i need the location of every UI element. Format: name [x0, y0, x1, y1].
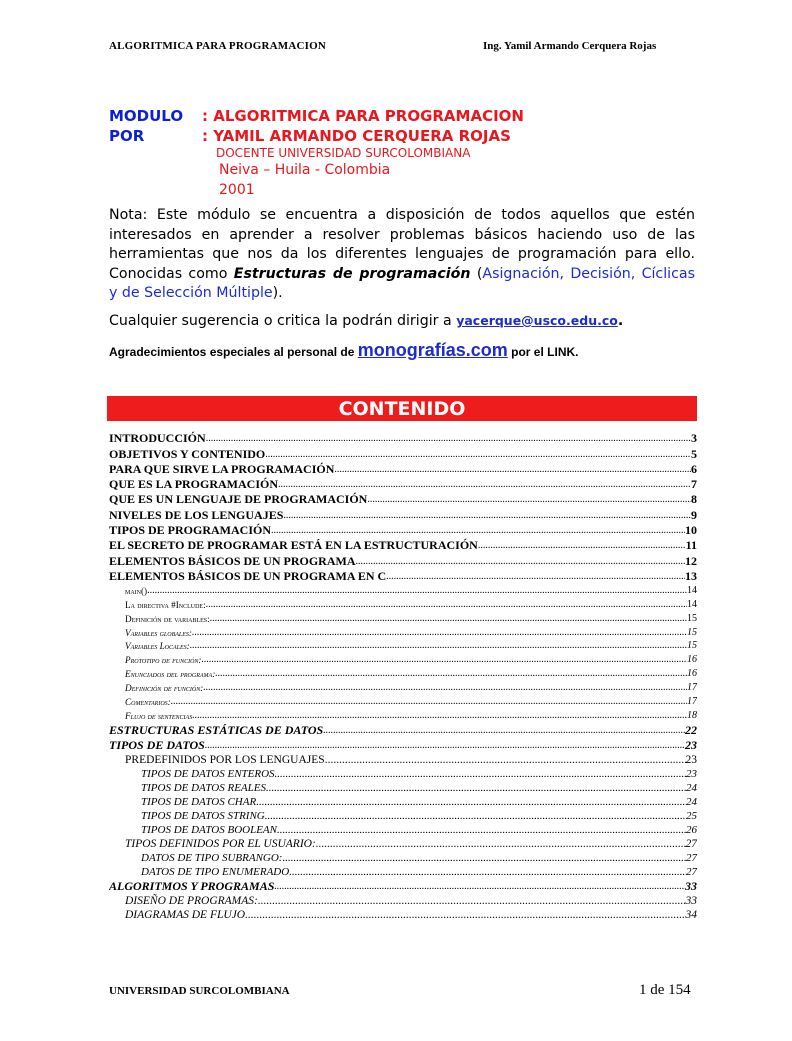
toc-entry[interactable]	[109, 837, 697, 851]
running-header-author: Ing. Yamil Armando Cerquera Rojas	[483, 40, 657, 52]
toc-entry[interactable]	[109, 781, 697, 795]
toc-entry-title: Variables Locales:	[125, 641, 190, 652]
toc-entry-title: OBJETIVOS Y CONTENIDO	[109, 446, 266, 461]
toc-entry[interactable]	[109, 795, 697, 809]
toc-entry-page: 27	[686, 851, 697, 864]
running-header-title: ALGORITMICA PARA PROGRAMACION	[109, 40, 327, 52]
toc-entry-title: QUE ES LA PROGRAMACIÓN	[109, 477, 279, 492]
toc-entry-page: 16	[687, 654, 697, 666]
toc-entry-page: 17	[687, 695, 697, 707]
toc-entry-title: La directiva #Include:	[125, 599, 206, 610]
toc-entry-page: 33	[685, 895, 697, 907]
toc-entry[interactable]	[109, 851, 697, 865]
toc-leader-dots	[266, 781, 686, 795]
toc-entry-title: ELEMENTOS BÁSICOS DE UN PROGRAMA	[109, 553, 356, 568]
toc-entry-page: 8	[691, 492, 697, 507]
toc-entry-title: Variables globales:	[125, 627, 192, 638]
toc-entry-title: Flujo de sentencias	[125, 710, 193, 721]
toc-entry-page: 17	[687, 682, 697, 694]
toc-leader-dots	[202, 653, 688, 667]
toc-entry-title: Comentarios:	[125, 696, 171, 707]
toc-leader-dots	[334, 462, 691, 477]
toc-leader-dots	[278, 477, 691, 492]
toc-leader-dots	[147, 584, 687, 598]
toc-entry-page: 15	[687, 612, 697, 624]
toc-entry[interactable]	[109, 738, 697, 753]
toc-entry-page: 33	[685, 879, 697, 893]
toc-leader-dots	[192, 626, 687, 640]
toc-entry-title: EL SECRETO DE PROGRAMAR ESTÁ EN LA ESTRUCTURACIÓN	[109, 538, 478, 553]
toc-entry-page: 18	[687, 709, 697, 721]
toc-entry-title: TIPOS DEFINIDOS POR EL USUARIO:	[125, 837, 316, 850]
toc-leader-dots	[171, 695, 687, 709]
toc-entry-title: Definición de función:	[125, 683, 204, 694]
nota-paragraph	[109, 206, 695, 304]
toc-entry-title: ELEMENTOS BÁSICOS DE UN PROGRAMA EN C	[109, 568, 387, 583]
toc-entry-title: PARA QUE SIRVE LA PROGRAMACIÓN	[109, 461, 335, 476]
toc-entry-page: 10	[685, 523, 697, 538]
toc-entry-title: ESTRUCTURAS ESTÁTICAS DE DATOS	[109, 723, 324, 738]
monografias-link[interactable]: monografías.com	[357, 340, 508, 360]
toc-entry-title: TIPOS DE DATOS CHAR	[141, 796, 257, 809]
toc-leader-dots	[210, 612, 687, 626]
toc-leader-dots	[192, 709, 687, 723]
toc-entry-page: 23	[685, 738, 697, 753]
toc-entry-title: DATOS DE TIPO ENUMERADO	[141, 865, 290, 878]
toc-entry[interactable]	[109, 767, 697, 781]
toc-entry-title: TIPOS DE DATOS	[109, 738, 205, 753]
toc-entry-page: 14	[687, 584, 697, 596]
location-line: Neiva – Huila - Colombia	[219, 162, 391, 178]
year-line: 2001	[219, 182, 255, 198]
toc-entry-page: 22	[685, 723, 697, 738]
toc-entry[interactable]	[109, 667, 697, 681]
toc-leader-dots	[282, 851, 686, 865]
toc-entry-title: Definición de variables:	[125, 613, 210, 624]
toc-entry-page: 26	[686, 823, 697, 836]
toc-entry[interactable]	[109, 553, 697, 568]
toc-leader-dots	[265, 809, 686, 823]
toc-entry-page: 27	[686, 865, 697, 878]
toc-entry-page: 5	[691, 446, 697, 461]
modulo-value: : ALGORITMICA PARA PROGRAMACION	[202, 107, 524, 125]
toc-entry[interactable]	[109, 753, 697, 767]
toc-entry-title: TIPOS DE DATOS BOOLEAN	[141, 823, 277, 836]
toc-entry-page: 11	[685, 538, 697, 553]
nota-text-1: Nota: Este módulo se encuentra a disposición de todos aquellos que estén interesados en aprender a resolver problemas básicos haciendo uso de las herramientas que nos da los diferentes lenguajes de programación para ello. Conocidas como	[109, 207, 695, 282]
nota-emphasis: Estructuras de programación	[233, 265, 471, 282]
toc-entry-page: 13	[685, 568, 697, 583]
contenido-heading: CONTENIDO	[107, 396, 697, 421]
toc-leader-dots	[265, 447, 691, 462]
toc-entry[interactable]	[109, 823, 697, 837]
toc-leader-dots	[316, 837, 686, 851]
toc-entry-title: INTRODUCCIÓN	[109, 431, 206, 446]
toc-entry[interactable]	[109, 626, 697, 640]
toc-entry[interactable]	[109, 695, 697, 709]
toc-leader-dots	[289, 865, 686, 879]
toc-leader-dots	[190, 640, 687, 654]
toc-entry[interactable]	[109, 507, 697, 522]
toc-leader-dots	[386, 569, 685, 584]
toc-entry-title: NIVELES DE LOS LENGUAJES	[109, 507, 284, 522]
toc-entry-page: 16	[687, 668, 697, 680]
toc-entry[interactable]	[109, 894, 697, 908]
agradecimientos-before: Agradecimientos especiales al personal de	[109, 345, 358, 359]
toc-leader-dots	[478, 538, 686, 553]
toc-entry[interactable]	[109, 653, 697, 667]
toc-entry-title: main()	[125, 585, 148, 596]
toc-entry-page: 24	[686, 796, 697, 809]
toc-leader-dots	[277, 823, 686, 837]
toc-leader-dots	[256, 795, 686, 809]
toc-entry[interactable]	[109, 809, 697, 823]
toc-entry[interactable]	[109, 723, 697, 738]
toc-leader-dots	[215, 667, 687, 681]
toc-entry-title: PREDEFINIDOS POR LOS LENGUAJES	[125, 754, 325, 767]
toc-leader-dots	[206, 598, 687, 612]
toc-entry[interactable]	[109, 584, 697, 598]
toc-leader-dots	[283, 508, 691, 523]
toc-entry-title: Prototipo de función:	[125, 655, 202, 666]
toc-entry[interactable]	[109, 538, 697, 553]
toc-entry[interactable]	[109, 612, 697, 626]
email-link[interactable]: yacerque@usco.edu.co	[456, 313, 618, 328]
toc-leader-dots	[271, 523, 685, 538]
toc-entry-title: DISEÑO DE PROGRAMAS:	[125, 895, 258, 907]
toc-entry[interactable]	[109, 709, 697, 723]
toc-entry[interactable]	[109, 446, 697, 461]
toc-entry-title: TIPOS DE DATOS ENTEROS	[141, 768, 275, 781]
sugerencia-after: .	[617, 313, 624, 329]
agradecimientos-after: por el LINK.	[507, 345, 579, 359]
toc-entry[interactable]	[109, 477, 697, 492]
sugerencia-text: Cualquier sugerencia o critica la podrán dirigir a	[109, 313, 457, 329]
toc-entry[interactable]	[109, 681, 697, 695]
toc-entry-page: 6	[691, 461, 697, 476]
toc-entry[interactable]	[109, 569, 697, 584]
nota-blue-text: Asignación, Decisión, Cíclicas y de Selección Múltiple	[109, 265, 696, 301]
toc-entry-page: 34	[685, 909, 697, 921]
footer-page-number: 1 de 154	[639, 982, 691, 998]
toc-entry-page: 23	[685, 754, 697, 767]
toc-entry-title: ALGORITMOS Y PROGRAMAS	[109, 879, 275, 893]
sugerencia-line	[109, 313, 623, 329]
toc-leader-dots	[323, 723, 685, 738]
toc-entry-title: QUE ES UN LENGUAJE DE PROGRAMACIÓN	[109, 492, 368, 507]
toc-entry[interactable]	[109, 598, 697, 612]
table-of-contents	[109, 431, 697, 922]
toc-leader-dots	[203, 681, 687, 695]
toc-entry-page: 14	[687, 598, 697, 610]
nota-text-2: (	[470, 265, 483, 282]
toc-leader-dots	[325, 753, 686, 767]
toc-entry[interactable]	[109, 908, 697, 922]
toc-leader-dots	[275, 767, 686, 781]
toc-entry-title: Enunciados del programa:	[125, 669, 216, 680]
toc-entry-page: 23	[686, 768, 697, 781]
toc-entry-title: DIAGRAMAS DE FLUJO	[125, 909, 246, 921]
toc-leader-dots	[355, 554, 685, 569]
toc-entry-title: TIPOS DE PROGRAMACIÓN	[109, 523, 272, 538]
toc-entry[interactable]	[109, 492, 697, 507]
toc-entry-title: DATOS DE TIPO SUBRANGO:	[141, 851, 283, 864]
docente-line: DOCENTE UNIVERSIDAD SURCOLOMBIANA	[216, 146, 471, 160]
toc-entry-page: 24	[686, 782, 697, 795]
por-value: : YAMIL ARMANDO CERQUERA ROJAS	[202, 127, 511, 145]
toc-entry[interactable]	[109, 865, 697, 879]
toc-entry-title: TIPOS DE DATOS STRING	[141, 810, 265, 823]
modulo-label: MODULO	[109, 107, 184, 125]
footer-university: UNIVERSIDAD SURCOLOMBIANA	[109, 985, 290, 997]
toc-entry-page: 15	[687, 626, 697, 638]
toc-leader-dots	[258, 894, 686, 908]
toc-entry-page: 15	[687, 640, 697, 652]
toc-entry-page: 25	[686, 810, 697, 823]
toc-entry[interactable]	[109, 431, 697, 446]
toc-entry-page: 9	[691, 507, 697, 522]
toc-entry-page: 3	[691, 431, 697, 446]
por-label: POR	[109, 127, 145, 145]
toc-leader-dots	[245, 908, 685, 922]
nota-text-3: ).	[272, 285, 283, 301]
toc-entry-title: TIPOS DE DATOS REALES	[141, 782, 266, 795]
toc-entry[interactable]	[109, 879, 697, 894]
toc-leader-dots	[367, 492, 691, 507]
toc-entry-page: 7	[691, 477, 697, 492]
toc-leader-dots	[205, 738, 685, 753]
toc-entry-page: 12	[685, 553, 697, 568]
toc-entry[interactable]	[109, 640, 697, 654]
agradecimientos-line	[109, 340, 578, 361]
toc-leader-dots	[206, 431, 691, 446]
toc-entry[interactable]	[109, 462, 697, 477]
toc-entry-page: 27	[685, 837, 697, 850]
toc-leader-dots	[274, 879, 685, 894]
toc-entry[interactable]	[109, 523, 697, 538]
